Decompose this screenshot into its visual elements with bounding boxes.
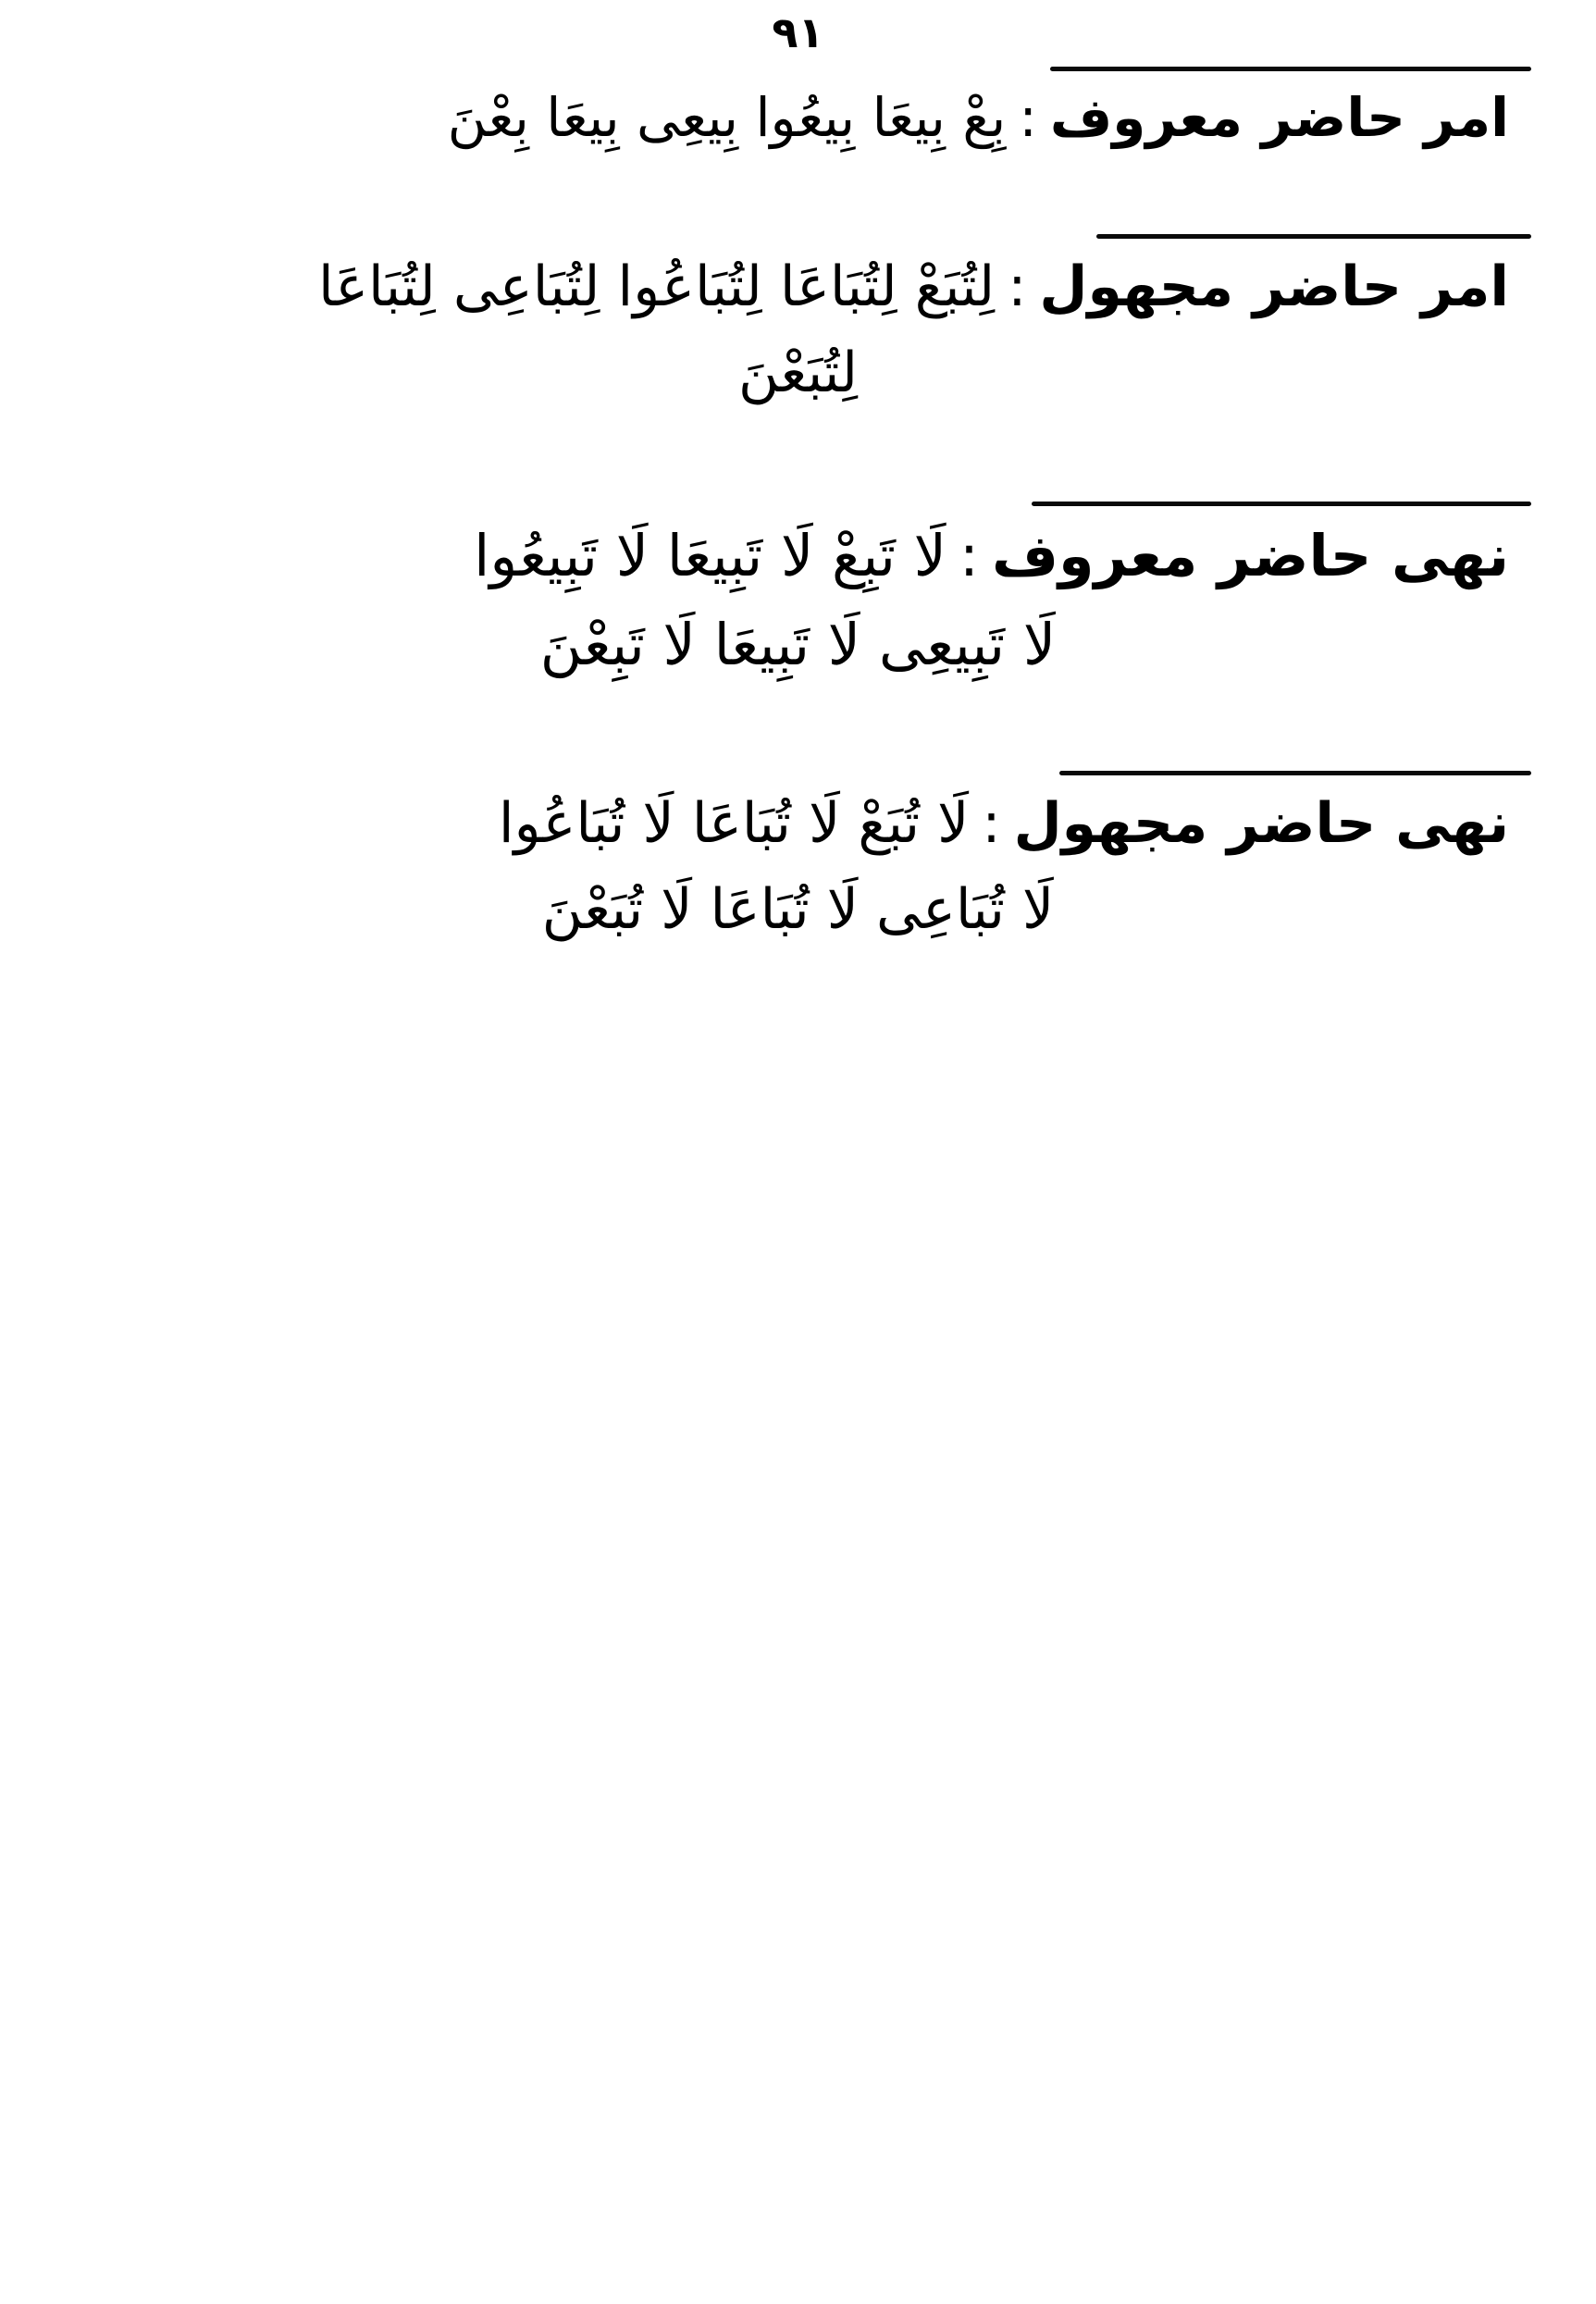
section-label: نهى حاضر معروف [991, 521, 1509, 589]
section-colon: : [1019, 86, 1037, 149]
section-heading-line [65, 244, 1531, 330]
section-label: نهى حاضر مجهول [1013, 791, 1509, 857]
blank-page-area [65, 985, 1531, 1817]
section-rule [1032, 502, 1531, 506]
section-label: امر حاضر معروف [1049, 86, 1509, 149]
spacer [65, 448, 1531, 502]
conjugation-forms-continued: لَا تَبِيعِى لَا تَبِيعَا لَا تَبِعْنَ [539, 610, 1057, 678]
section-amr-hadir-maruf [65, 67, 1531, 160]
section-rule [1096, 234, 1531, 239]
section-nahy-hadir-majhul [65, 771, 1531, 953]
section-amr-hadir-majhul [65, 234, 1531, 416]
page-number: ٩١ [772, 7, 824, 57]
conjugation-forms: لَا تَبِعْ لَا تَبِيعَا لَا تَبِيعُوا [474, 521, 947, 589]
section-colon: : [1008, 254, 1027, 319]
conjugation-forms: لَا تُبَعْ لَا تُبَاعَا لَا تُبَاعُوا [498, 791, 970, 857]
section-nahy-hadir-maruf [65, 502, 1531, 689]
section-heading-line [65, 512, 1531, 601]
section-heading-line [65, 77, 1531, 160]
section-rule [1050, 67, 1531, 71]
conjugation-forms-continued: لِتُبَعْنَ [737, 340, 859, 405]
spacer [65, 721, 1531, 771]
conjugation-forms-continued: لَا تُبَاعِى لَا تُبَاعَا لَا تُبَعْنَ [541, 877, 1055, 943]
section-colon: : [959, 521, 979, 589]
section-colon: : [982, 791, 1001, 857]
conjugation-forms: بِعْ بِيعَا بِيعُوا بِيعِى بِيعَا بِعْنَ [447, 86, 1007, 149]
section-heading-line [65, 781, 1531, 867]
section-rule [1059, 771, 1531, 775]
section-label: امر حاضر مجهول [1039, 254, 1509, 319]
conjugation-forms: لِتُبَعْ لِتُبَاعَا لِتُبَاعُوا لِتُبَاعِى لِتُبَاعَا [317, 254, 996, 319]
spacer [65, 192, 1531, 234]
